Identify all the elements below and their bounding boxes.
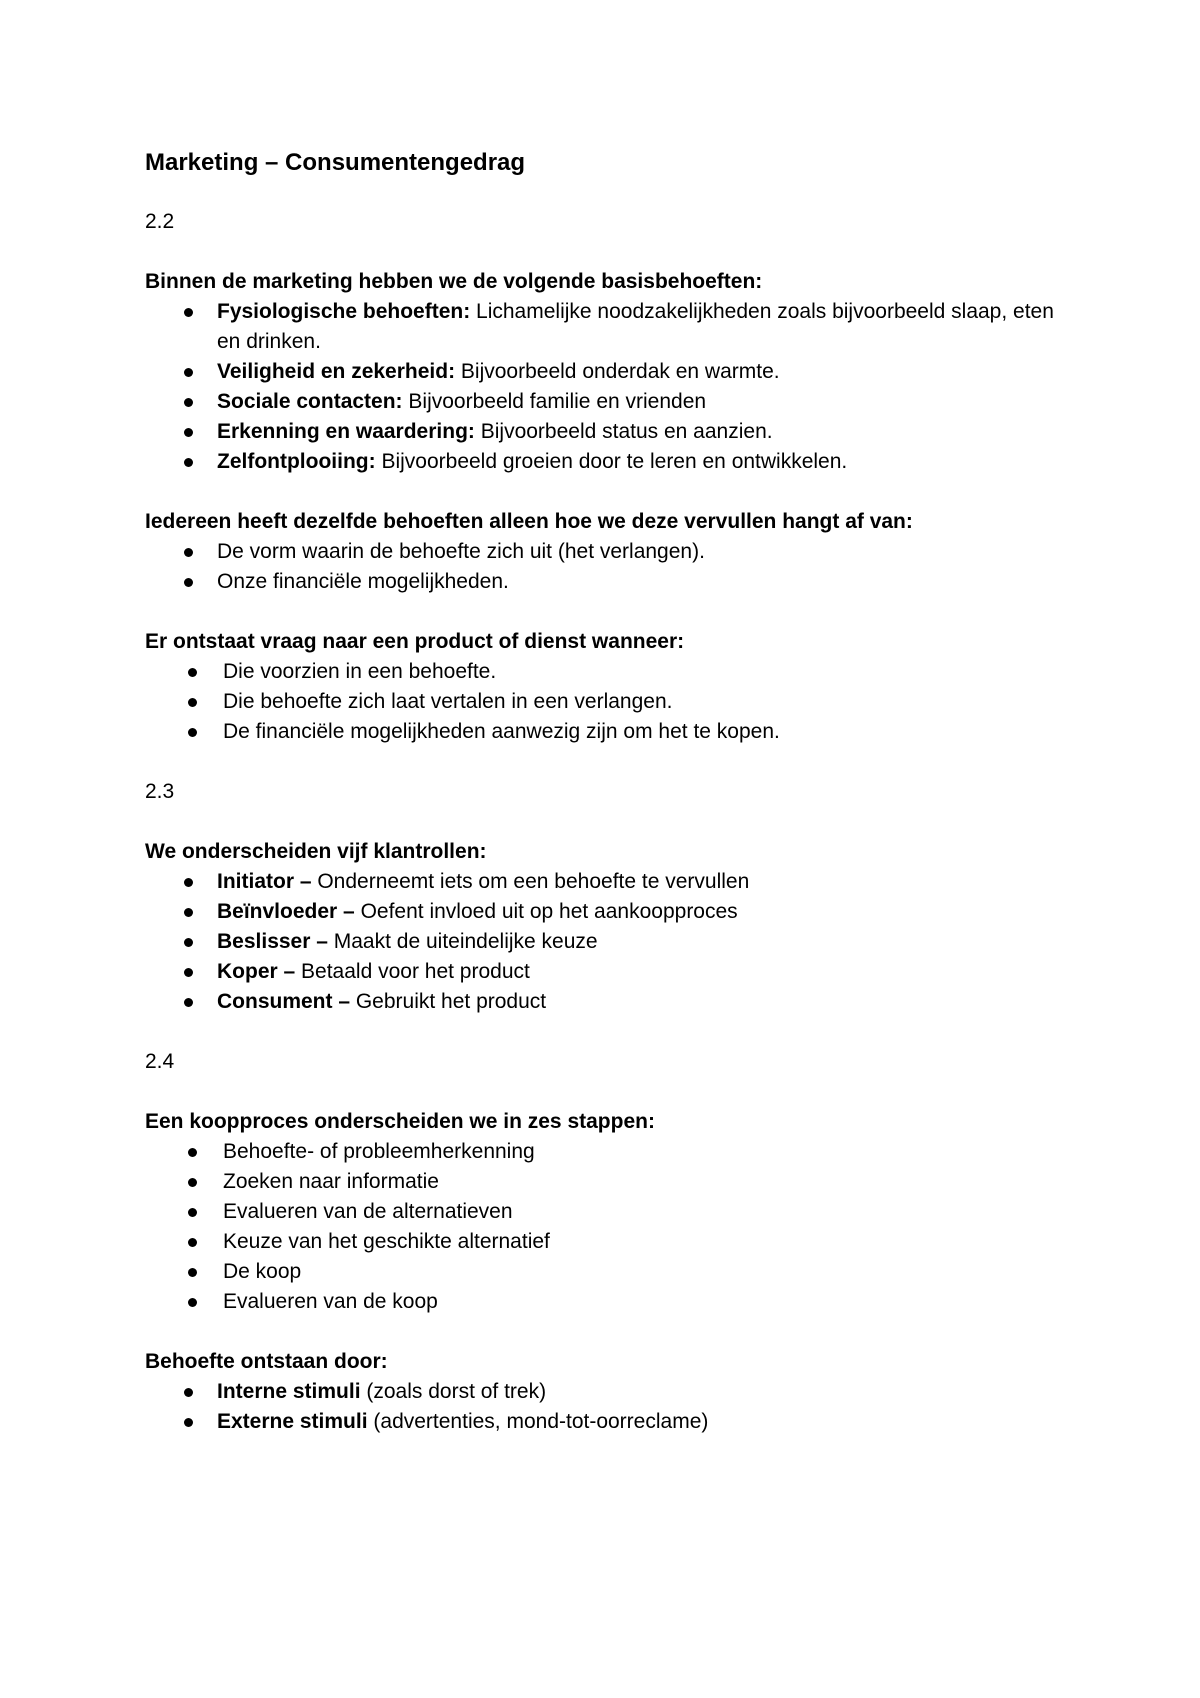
bullet-icon xyxy=(188,668,197,677)
customer-roles-list xyxy=(145,867,1065,1017)
list-item-term: Veiligheid en zekerheid: xyxy=(217,360,456,383)
bullet-icon xyxy=(188,1178,197,1187)
bullet-icon xyxy=(184,368,193,377)
bullet-icon xyxy=(188,1208,197,1217)
list-item-text: Evalueren van de alternatieven xyxy=(223,1200,513,1223)
list-item-text: Onze financiële mogelijkheden. xyxy=(217,570,509,593)
list-item xyxy=(145,537,1065,567)
bullet-icon xyxy=(184,308,193,317)
list-item-text: De koop xyxy=(223,1260,302,1283)
list-item-text: De vorm waarin de behoefte zich uit (het verlangen). xyxy=(217,540,705,563)
list-item xyxy=(145,1197,1065,1227)
list-item-term: Beïnvloeder – xyxy=(217,900,355,923)
buying-process-list xyxy=(145,1137,1065,1317)
list-item-text: Maakt de uiteindelijke keuze xyxy=(327,930,598,953)
bullet-icon xyxy=(184,878,193,887)
demand-heading: Er ontstaat vraag naar een product of dienst wanneer: xyxy=(145,630,685,653)
list-item xyxy=(145,1227,1065,1257)
bullet-icon xyxy=(188,728,197,737)
list-item xyxy=(145,1167,1065,1197)
bullet-icon xyxy=(184,938,193,947)
list-item-term: Externe stimuli xyxy=(217,1410,368,1433)
list-item-text: De financiële mogelijkheden aanwezig zijn om het te kopen. xyxy=(223,720,780,743)
list-item xyxy=(145,447,1065,477)
list-item-text: Keuze van het geschikte alternatief xyxy=(223,1230,550,1253)
stimuli-list xyxy=(145,1377,1065,1437)
bullet-icon xyxy=(184,998,193,1007)
list-item xyxy=(145,387,1065,417)
list-item-term: Interne stimuli xyxy=(217,1380,361,1403)
list-item xyxy=(145,897,1065,927)
list-item xyxy=(145,1407,1065,1437)
fulfilment-heading: Iedereen heeft dezelfde behoeften alleen hoe we deze vervullen hangt af van: xyxy=(145,510,913,533)
bullet-icon xyxy=(184,548,193,557)
list-item-text: (zoals dorst of trek) xyxy=(360,1380,547,1403)
list-item xyxy=(145,657,1065,687)
stimuli-heading: Behoefte ontstaan door: xyxy=(145,1350,388,1373)
list-item-text: Behoefte- of probleemherkenning xyxy=(223,1140,535,1163)
list-item-text: Betaald voor het product xyxy=(295,960,530,983)
list-item-text: Zoeken naar informatie xyxy=(223,1170,439,1193)
list-item-term: Erkenning en waardering: xyxy=(217,420,475,443)
document-content xyxy=(145,147,1065,1467)
list-item-text: Gebruikt het product xyxy=(350,990,547,1013)
list-item-term: Koper – xyxy=(217,960,296,983)
bullet-icon xyxy=(188,698,197,707)
bullet-icon xyxy=(184,908,193,917)
section-number-2-3: 2.3 xyxy=(145,780,175,803)
list-item xyxy=(145,867,1065,897)
list-item-text: Die behoefte zich laat vertalen in een verlangen. xyxy=(223,690,673,713)
list-item-term: Initiator – xyxy=(217,870,312,893)
list-item-text: Bijvoorbeeld status en aanzien. xyxy=(474,420,773,443)
bullet-icon xyxy=(184,578,193,587)
list-item xyxy=(145,567,1065,597)
buying-process-heading: Een koopproces onderscheiden we in zes stappen: xyxy=(145,1110,655,1133)
list-item xyxy=(145,417,1065,447)
list-item-text: Bijvoorbeeld familie en vrienden xyxy=(402,390,707,413)
demand-list xyxy=(145,657,1065,747)
bullet-icon xyxy=(188,1148,197,1157)
list-item xyxy=(145,1137,1065,1167)
list-item-text: Bijvoorbeeld groeien door te leren en ontwikkelen. xyxy=(375,450,848,473)
list-item xyxy=(145,1287,1065,1317)
bullet-icon xyxy=(184,458,193,467)
list-item xyxy=(145,1377,1065,1407)
list-item-text: (advertenties, mond-tot-oorreclame) xyxy=(367,1410,709,1433)
bullet-icon xyxy=(184,1388,193,1397)
list-item xyxy=(145,687,1065,717)
list-item xyxy=(145,1257,1065,1287)
list-item-text: Die voorzien in een behoefte. xyxy=(223,660,497,683)
fulfilment-list xyxy=(145,537,1065,597)
bullet-icon xyxy=(188,1268,197,1277)
list-item xyxy=(145,297,1065,357)
list-item-text: Bijvoorbeeld onderdak en warmte. xyxy=(455,360,780,383)
section-number-2-2: 2.2 xyxy=(145,210,175,233)
bullet-icon xyxy=(184,428,193,437)
list-item-term: Sociale contacten: xyxy=(217,390,403,413)
bullet-icon xyxy=(184,1418,193,1427)
list-item-text: Oefent invloed uit op het aankoopproces xyxy=(354,900,738,923)
customer-roles-heading: We onderscheiden vijf klantrollen: xyxy=(145,840,487,863)
list-item xyxy=(145,357,1065,387)
list-item-term: Zelfontplooiing: xyxy=(217,450,376,473)
list-item xyxy=(145,717,1065,747)
section-number-2-4: 2.4 xyxy=(145,1050,175,1073)
bullet-icon xyxy=(184,968,193,977)
list-item-term: Consument – xyxy=(217,990,351,1013)
bullet-icon xyxy=(188,1238,197,1247)
list-item-text: Onderneemt iets om een behoefte te vervullen xyxy=(311,870,750,893)
bullet-icon xyxy=(188,1298,197,1307)
list-item-text: Lichamelijke noodzakelijkheden zoals bijvoorbeeld slaap, eten en drinken. xyxy=(217,300,1054,353)
bullet-icon xyxy=(184,398,193,407)
list-item-term: Beslisser – xyxy=(217,930,328,953)
basic-needs-heading: Binnen de marketing hebben we de volgende basisbehoeften: xyxy=(145,270,763,293)
list-item xyxy=(145,957,1065,987)
list-item xyxy=(145,927,1065,957)
basic-needs-list xyxy=(145,297,1065,477)
list-item xyxy=(145,987,1065,1017)
document-title: Marketing – Consumentengedrag xyxy=(145,149,526,176)
list-item-term: Fysiologische behoeften: xyxy=(217,300,471,323)
list-item-text: Evalueren van de koop xyxy=(223,1290,438,1313)
